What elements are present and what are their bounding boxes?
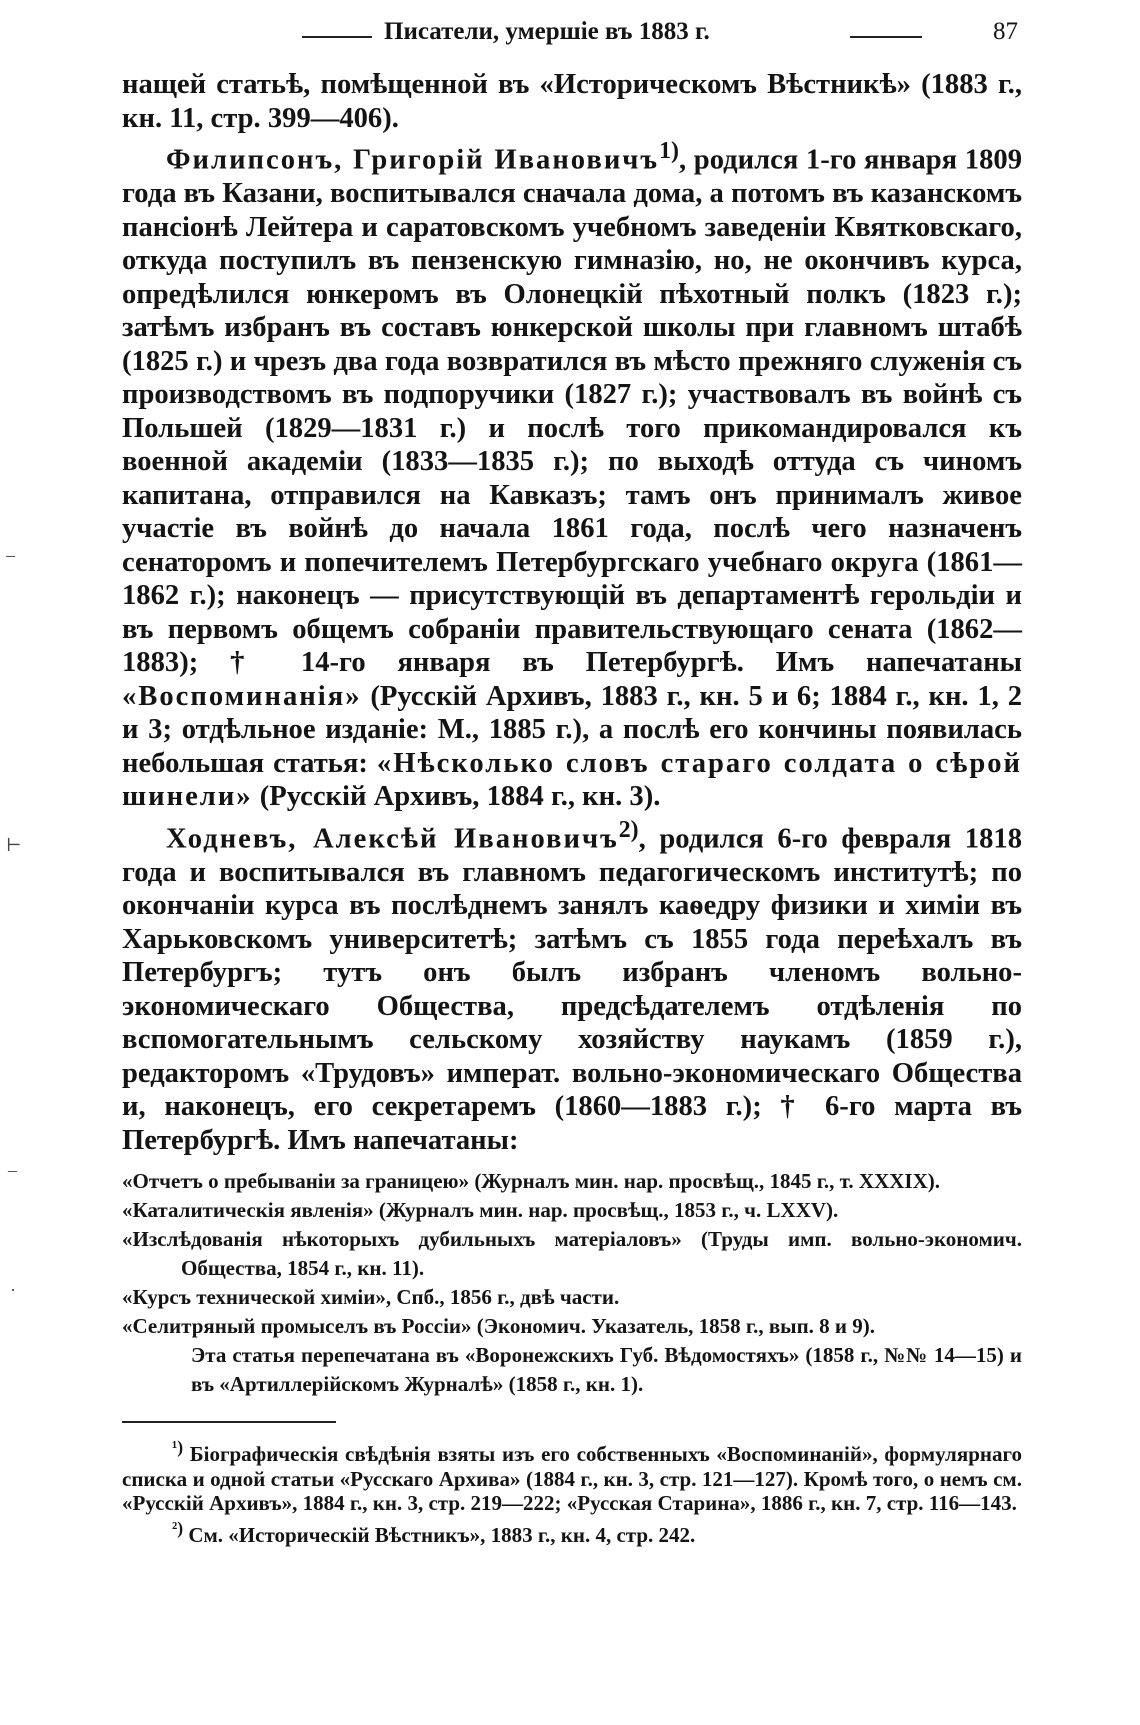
entry-filipson [122, 135, 1022, 814]
page-number: 87 [993, 18, 1018, 45]
works-note: Эта статья перепечатана въ «Воронежскихъ Губ. Вѣдомостяхъ» (1858 г., №№ 14—15) и въ «Артиллерійскомъ Журналѣ» (1858 г., кн. 1). [191, 1343, 1022, 1397]
header-rule-left [302, 36, 372, 38]
footnote-ref: 1) [659, 138, 679, 164]
list-item: «Курсъ технической химіи», Спб., 1856 г., двѣ части. [122, 1285, 620, 1310]
header-rule-right [850, 36, 922, 38]
entry-name: Ходневъ, Алексѣй Ивановичъ [166, 823, 619, 855]
entry-khodnev [122, 814, 1022, 1158]
footnote-mark: ²) [172, 1517, 184, 1538]
footnote-rule [122, 1421, 336, 1423]
continuation-paragraph: нащей статьѣ, помѣщенной въ «Историческомъ Вѣстникѣ» (1883 г., кн. 11, стр. 399—406). [122, 69, 1022, 134]
entry-text: (Русскій Архивъ, 1884 г., кн. 3). [252, 781, 661, 813]
work-title: «Воспоминанія» [122, 680, 362, 712]
footnote-text: См. «Историческій Вѣстникъ», 1883 г., кн. 4, стр. 242. [183, 1522, 696, 1547]
margin-dash-mark: – [8, 1160, 17, 1180]
entry-text: (Русскій Архивъ, 1883 г., кн. 5 и 6; 1884 г., кн. 1, 2 и 3; отдѣльное изданіе: М., 1885 г.), а послѣ его кончины появилась небольшая статья: [122, 680, 1022, 779]
footnote-mark: ¹) [172, 1437, 184, 1458]
work-title: «Нѣсколько словъ стараго солдата о сѣрой шинели» [122, 747, 1022, 813]
footnote-text: Біографическія свѣдѣнія взяты изъ его собственныхъ «Воспоминаній», формулярнаго списка и одной статьи «Русскаго Архива» (1884 г., кн. 3, стр. 121—127). Кромѣ того, о немъ см. «Русскій Архивъ», 1884 г., кн. 3, стр. 219—222; «Русская Старина», 1886 г., кн. 7, стр. 116—143. [122, 1442, 1022, 1516]
footnote-ref: 2) [618, 816, 639, 843]
footnotes [122, 1435, 1022, 1547]
margin-dash-mark: – [6, 545, 15, 565]
entry-text: , родился 6-го февраля 1818 года и воспитывался въ главномъ педагогическомъ институтѣ; по окончаніи курса въ послѣднемъ занялъ каѳедру физики и химіи въ Харьковскомъ университетѣ; затѣмъ съ 1855 года переѣхалъ въ Петербургъ; тутъ онъ былъ избранъ членомъ вольно-экономическаго Общества, предсѣдателемъ отдѣленія по вспомогательнымъ сельскому хозяйству наукамъ (1859 г.), редакторомъ «Трудовъ» императ. вольно-экономическаго Общества и, наконецъ, его секретаремъ (1860—1883 г.); † 6-го марта въ Петербургѣ. Имъ напечатаны: [122, 823, 1022, 1156]
list-item: «Каталитическія явленія» (Журналъ мин. нар. просвѣщ., 1853 г., ч. LXXV). [122, 1198, 839, 1223]
running-title: Писатели, умершіе въ 1883 г. [384, 18, 710, 45]
margin-dot-mark: · [10, 1280, 16, 1300]
entry-name: Филипсонъ, Григорій Ивановичъ [166, 144, 660, 176]
footnote-2 [122, 1516, 1022, 1548]
works-list [122, 1167, 1022, 1399]
page-header [122, 18, 1022, 52]
footnote-1 [122, 1435, 1022, 1516]
main-text [122, 68, 1022, 1547]
margin-tick-mark: ⊢ [6, 835, 22, 855]
entry-text: , родился 1-го января 1809 года въ Казани, воспитывался сначала дома, а потомъ въ казанскомъ пансіонѣ Лейтера и саратовскомъ учебномъ заведеніи Квятковскаго, откуда поступилъ въ пензенскую гимназію, но, не окончивъ курса, опредѣлился юнкеромъ въ Олонецкій пѣхотный полкъ (1823 г.); затѣмъ избранъ въ составъ юнкерской школы при главномъ штабѣ (1825 г.) и чрезъ два года возвратился въ мѣсто прежняго служенія съ производствомъ въ подпоручики (1827 г.); участвовалъ въ войнѣ съ Польшей (1829—1831 г.) и послѣ того прикомандировался къ военной академіи (1833—1835 г.); по выходѣ оттуда съ чиномъ капитана, отправился на Кавказъ; тамъ онъ принималъ живое участіе въ войнѣ до начала 1861 года, послѣ чего назначенъ сенаторомъ и попечителемъ Петербургскаго учебнаго округа (1861—1862 г.); наконецъ — присутствующій въ департаментѣ герольдіи и въ первомъ общемъ собраніи правительствующаго сената (1862—1883); † 14-го января въ Петербургѣ. Имъ напечатаны [122, 144, 1022, 679]
list-item: «Отчетъ о пребываніи за границею» (Журналъ мин. нар. просвѣщ., 1845 г., т. XXXIX). [122, 1169, 940, 1194]
list-item: «Селитряный промыселъ въ Россіи» (Экономич. Указатель, 1858 г., вып. 8 и 9). [122, 1314, 876, 1339]
list-item: «Изслѣдованія нѣкоторыхъ дубильныхъ матеріаловъ» (Труды имп. вольно-экономич. Общества, 1854 г., кн. 11). [122, 1227, 1022, 1281]
